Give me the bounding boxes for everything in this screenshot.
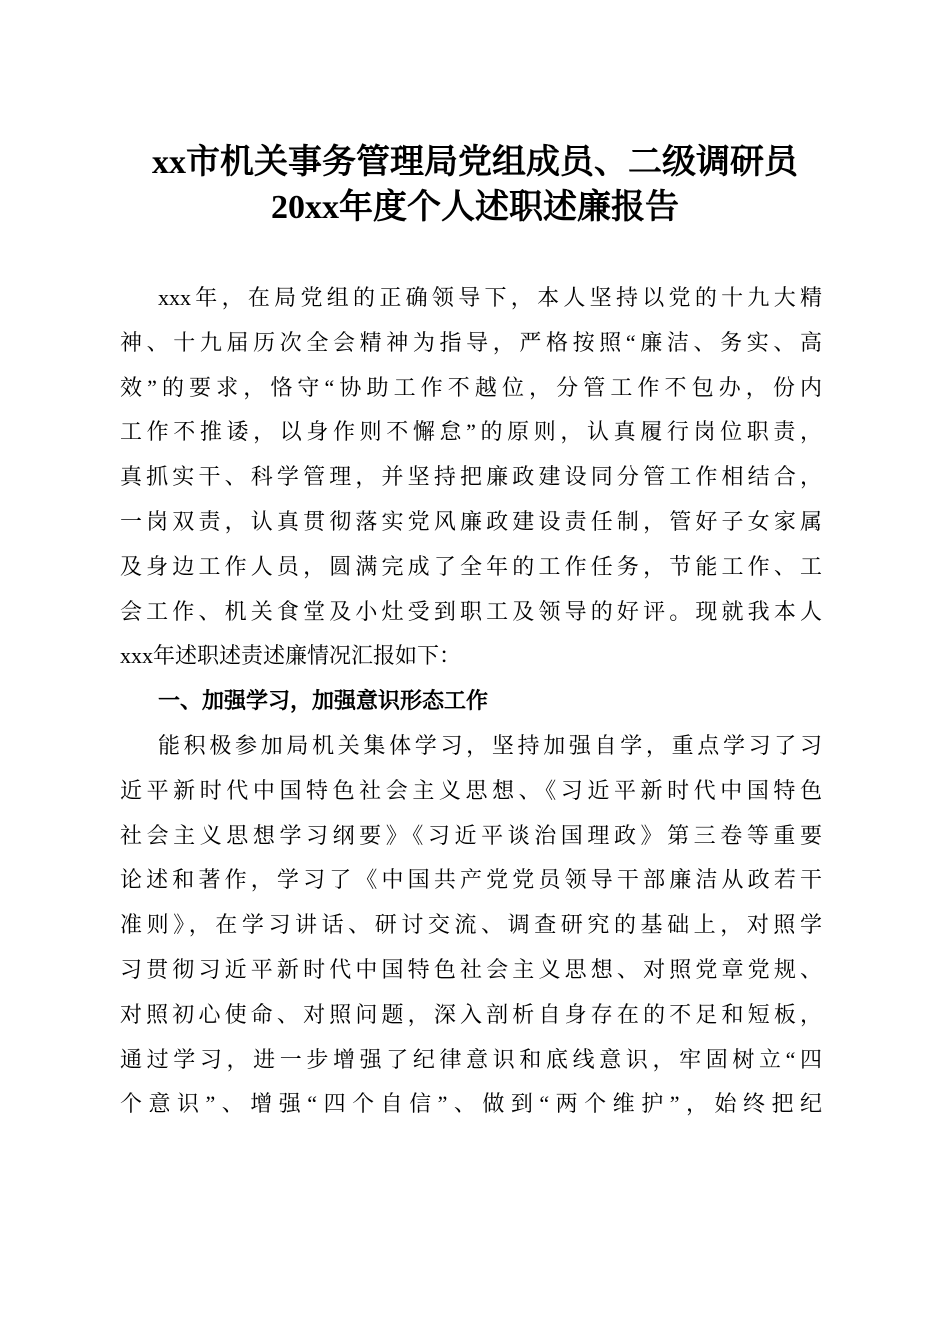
paragraph-line: 神、十九届历次全会精神为指导，严格按照“廉洁、务实、高 bbox=[120, 329, 822, 355]
document-body bbox=[120, 276, 822, 1127]
paragraph-line: 近平新时代中国特色社会主义思想、《习近平新时代中国特色 bbox=[120, 777, 822, 803]
paragraph-line: 社会主义思想学习纲要》《习近平谈治国理政》第三卷等重要 bbox=[120, 822, 822, 848]
paragraph-line: 通过学习，进一步增强了纪律意识和底线意识，牢固树立“四 bbox=[120, 1046, 822, 1072]
paragraph-line: 论述和著作，学习了《中国共产党党员领导干部廉洁从政若干 bbox=[120, 867, 822, 893]
paragraph-line: 真抓实干、科学管理，并坚持把廉政建设同分管工作相结合， bbox=[120, 464, 822, 490]
paragraph-line: xxx年，在局党组的正确领导下，本人坚持以党的十九大精 bbox=[158, 285, 822, 310]
paragraph-line: 习贯彻习近平新时代中国特色社会主义思想、对照党章党规、 bbox=[120, 956, 822, 982]
paragraph-line: 会工作、机关食堂及小灶受到职工及领导的好评。现就我本人 bbox=[120, 598, 822, 624]
paragraph-line: 工作不推诿，以身作则不懈怠”的原则，认真履行岗位职责， bbox=[120, 419, 822, 445]
paragraph-line: 一岗双责，认真贯彻落实党风廉政建设责任制，管好子女家属 bbox=[120, 508, 822, 534]
paragraph-line: 及身边工作人员，圆满完成了全年的工作任务，节能工作、工 bbox=[120, 553, 822, 579]
paragraph-line: 效”的要求，恪守“协助工作不越位，分管工作不包办，份内 bbox=[120, 374, 822, 400]
section-heading: 一、加强学习，加强意识形态工作 bbox=[158, 688, 489, 714]
document-title-line-2: 20xx年度个人述职述廉报告 bbox=[271, 189, 679, 226]
document-title-line-1: xx市机关事务管理局党组成员、二级调研员 bbox=[152, 144, 798, 181]
paragraph-line: 能积极参加局机关集体学习，坚持加强自学，重点学习了习 bbox=[158, 732, 822, 758]
paragraph-line: 准则》，在学习讲话、研讨交流、调查研究的基础上，对照学 bbox=[120, 912, 822, 938]
paragraph-line: 个意识”、增强“四个自信”、做到“两个维护”，始终把纪 bbox=[120, 1091, 822, 1117]
paragraph-line: 对照初心使命、对照问题，深入剖析自身存在的不足和短板， bbox=[120, 1001, 822, 1027]
paragraph-line: xxx年述职述责述廉情况汇报如下： bbox=[120, 643, 462, 669]
